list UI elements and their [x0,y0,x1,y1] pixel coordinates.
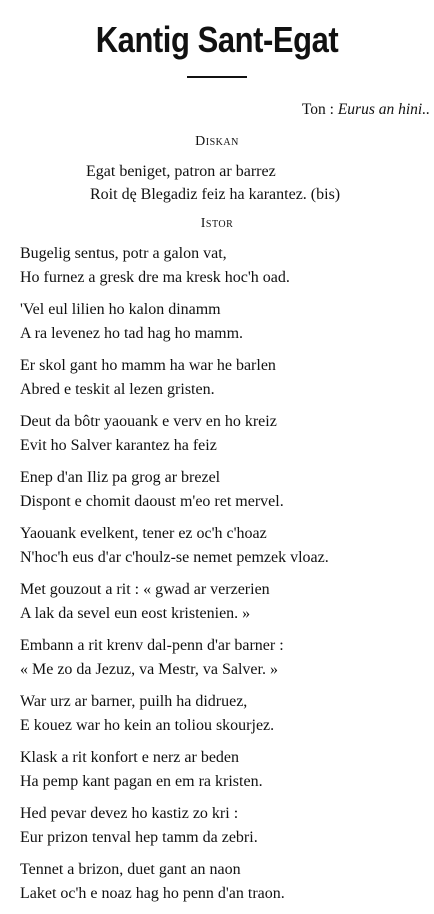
verse-line: A lak da sevel eun eost kristenien. » [20,604,251,622]
verse-line: Ha pemp kant pagan en em ra kristen. [20,772,263,790]
verse-line: E kouez war ho kein an toliou skourjez. [20,716,275,734]
chorus-heading: Diskan [195,134,239,149]
stanza [20,354,430,401]
stanza [20,242,430,289]
tune-indication [302,101,430,119]
tune-name: Eurus an hini.. [337,101,430,118]
verse-line: Deut da bôtr yaouank e verv en ho kreiz [20,413,277,430]
verse-line: 'Vel eul lilien ho kalon dinamm [20,301,221,318]
verse-line: Dispont e chomit daoust m'eo ret mervel. [20,492,284,510]
stanza [20,466,430,513]
stanza [20,578,430,625]
stanza [20,746,430,793]
chorus-block [86,160,340,206]
chorus-line: Roit dę Blegadiz feiz ha karantez. (bis) [90,186,341,203]
verse-line: Yaouank evelkent, tener ez oc'h c'hoaz [20,525,267,542]
chorus-line: Egat beniget, patron ar barrez [86,163,276,180]
verse-line: Laket oc'h e noaz hag ho penn d'an traon. [20,884,285,902]
stanza [20,634,430,681]
tune-prefix: Ton : [301,101,334,118]
stanza [20,802,430,849]
stanza [20,522,430,569]
verse-line: Ho furnez a gresk dre ma kresk hoc'h oad. [20,268,290,286]
stanza [20,858,430,905]
verse-line: Er skol gant ho mamm ha war he barlen [20,357,276,374]
verse-line: N'hoc'h eus d'ar c'houlz-se nemet pemzek vloaz. [20,548,329,566]
verse-line: Abred e teskit al lezen gristen. [20,380,215,398]
verse-line: Evit ho Salver karantez ha feiz [20,436,217,454]
verse-line: Embann a rit krenv dal-penn d'ar barner : [20,637,284,654]
verse-line: « Me zo da Jezuz, va Mestr, va Salver. » [20,660,278,678]
verse-line: Met gouzout a rit : « gwad ar verzerien [20,581,270,598]
stanza [20,410,430,457]
verse-line: War urz ar barner, puilh ha didruez, [20,693,248,710]
verse-line: A ra levenez ho tad hag ho mamm. [20,324,244,342]
verse-line: Hed pevar devez ho kastiz zo kri : [20,805,239,822]
verse-line: Klask a rit konfort e nerz ar beden [20,749,240,766]
title-rule [187,76,247,78]
verse-line: Eur prizon tenval hep tamm da zebri. [20,828,258,846]
story-heading: Istor [200,216,234,231]
verse-line: Enep d'an Iliz pa grog ar brezel [20,469,221,486]
verse-line: Bugelig sentus, potr a galon vat, [20,245,227,262]
stanza [20,298,430,345]
verse-line: Tennet a brizon, duet gant an naon [20,861,241,878]
verses [20,242,430,914]
page-title: Kantig Sant-Egat [95,19,339,60]
stanza [20,690,430,737]
